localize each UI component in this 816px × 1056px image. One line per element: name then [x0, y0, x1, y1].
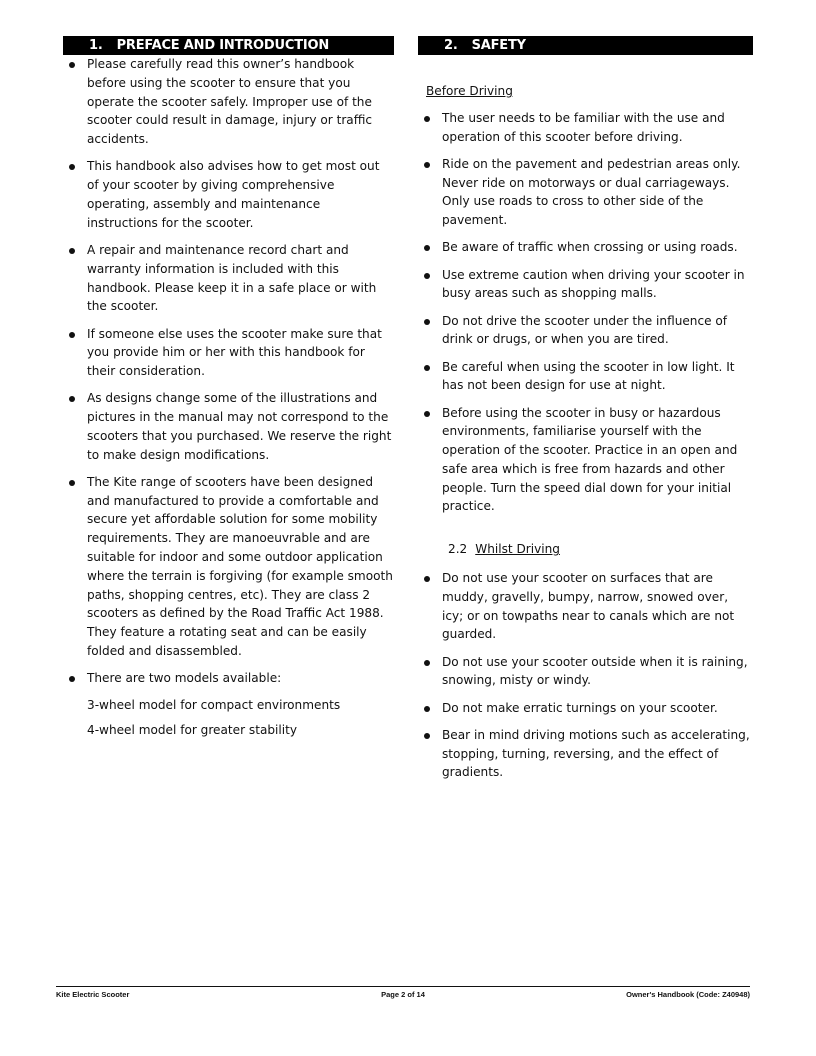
list-item: Do not drive the scooter under the influence of drink or drugs, or when you are tired.	[418, 312, 753, 350]
list-item: Be careful when using the scooter in low light. It has not been design for use at night.	[418, 358, 753, 396]
list-item: There are two models available:	[63, 669, 394, 688]
footer-document-code: Owner's Handbook (Code: Z40948)	[626, 990, 750, 999]
list-item: Be aware of traffic when crossing or using roads.	[418, 238, 753, 257]
section-title: SAFETY	[471, 38, 526, 53]
before-driving-heading: Before Driving	[426, 84, 513, 98]
list-item: Before using the scooter in busy or hazardous environments, familiarise yourself with the operation of the scooter. Practice in an open and safe area which is free from hazards and other people. Turn the speed dial down for your initial practice.	[418, 404, 753, 517]
subsection-title: Whilst Driving	[475, 542, 560, 557]
section-header-preface	[63, 36, 394, 55]
list-item: As designs change some of the illustrations and pictures in the manual may not correspond to the scooters that you purchased. We reserve the right to make design modifications.	[63, 389, 394, 464]
section-title: PREFACE AND INTRODUCTION	[116, 38, 330, 53]
model-3-wheel: 3-wheel model for compact environments	[87, 698, 341, 713]
page-footer	[56, 989, 750, 1001]
subsection-number: 2.2	[448, 542, 468, 557]
list-item: Do not use your scooter on surfaces that are muddy, gravelly, bumpy, narrow, snowed over, icy; or on towpaths near to canals which are not guarded.	[418, 569, 753, 644]
list-item: Bear in mind driving motions such as accelerating, stopping, turning, reversing, and the effect of gradients.	[418, 726, 753, 782]
list-item: Use extreme caution when driving your scooter in busy areas such as shopping malls.	[418, 266, 753, 304]
footer-product-name: Kite Electric Scooter	[56, 990, 130, 999]
footer-page-number: Page 2 of 14	[381, 990, 425, 999]
footer-divider	[56, 986, 750, 987]
preface-bullet-list	[63, 55, 394, 688]
list-item: The Kite range of scooters have been designed and manufactured to provide a comfortable and secure yet affordable solution for some mobility requirements. They are manoeuvrable and are suitable for indoor and some outdoor application where the terrain is forgiving (for example smooth paths, shopping centres, etc). They are class 2 scooters as defined by the Road Traffic Act 1988. They feature a rotating seat and can be easily folded and disassembled.	[63, 473, 394, 661]
whilst-driving-bullet-list	[418, 569, 753, 782]
list-item: Please carefully read this owner’s handbook before using the scooter to ensure that you operate the scooter safely. Improper use of the scooter could result in damage, injury or traffic accidents.	[63, 55, 394, 149]
list-item: A repair and maintenance record chart and warranty information is included with this handbook. Please keep it in a safe place or with the scooter.	[63, 241, 394, 316]
model-4-wheel: 4-wheel model for greater stability	[87, 723, 298, 738]
list-item: If someone else uses the scooter make sure that you provide him or her with this handbook for their consideration.	[63, 325, 394, 381]
section-number: 2.	[444, 38, 458, 53]
list-item: Do not make erratic turnings on your scooter.	[418, 699, 753, 718]
before-driving-bullet-list	[418, 109, 753, 516]
list-item: Ride on the pavement and pedestrian areas only. Never ride on motorways or dual carriageways. Only use roads to cross to other side of the pavement.	[418, 155, 753, 230]
right-column	[418, 36, 753, 791]
left-column	[63, 36, 394, 746]
section-number: 1.	[89, 38, 103, 53]
list-item: Do not use your scooter outside when it is raining, snowing, misty or windy.	[418, 653, 753, 691]
list-item: The user needs to be familiar with the use and operation of this scooter before driving.	[418, 109, 753, 147]
section-header-safety	[418, 36, 753, 55]
whilst-driving-heading	[418, 540, 753, 559]
list-item: This handbook also advises how to get most out of your scooter by giving comprehensive operating, assembly and maintenance instructions for the scooter.	[63, 157, 394, 232]
